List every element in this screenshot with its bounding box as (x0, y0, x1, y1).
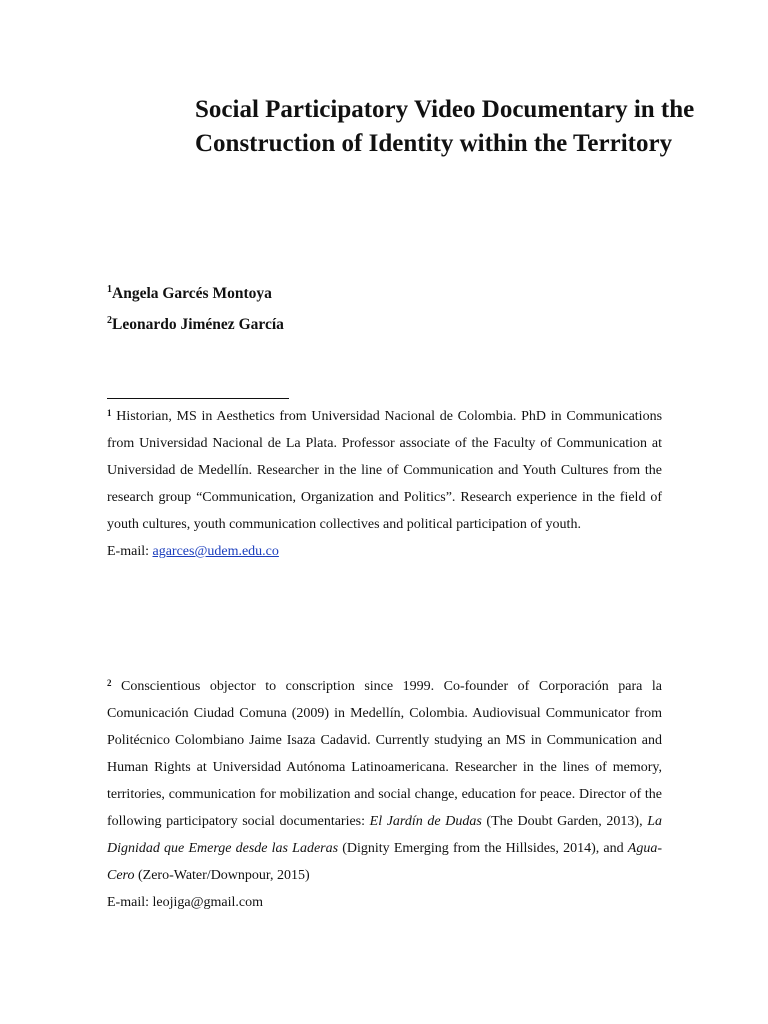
paper-title: Social Participatory Video Documentary in the Construction of Identity within the Territory (195, 96, 695, 157)
documentary-title-2: La Dignidad que Emerge desde las Laderas (107, 814, 662, 856)
footnote-2-text-4: (Zero-Water/Downpour, 2015) (134, 868, 310, 883)
footnote-separator (107, 398, 289, 399)
footnote-2-text-3: (Dignity Emerging from the Hillsides, 2014), and (338, 841, 628, 856)
author-2-name: Leonardo Jiménez García (112, 316, 284, 333)
author-1-mark: 1 (107, 284, 112, 295)
footnote-2-text-1: Conscientious objector to conscription since 1999. Co-founder of Corporación para la Comunicación Ciudad Comuna (2009) in Medellín, Colombia. Audiovisual Communicator from Politécnico Colombiano Jaime Isaza Cadavid. Currently studying an MS in Communication and Human Rights at Universidad Autónoma Latinoamericana. Researcher in the lines of memory, territories, communication for mobilization and social change, education for peace. Director of the following participatory social documentaries: (107, 679, 663, 829)
footnote-2 (107, 670, 662, 916)
footnote-1-text: Historian, MS in Aesthetics from Universidad Nacional de Colombia. PhD in Communications from Universidad Nacional de La Plata. Professor associate of the Faculty of Communication at Universidad de Medellín. Researcher in the line of Communication and Youth Cultures from the research group “Communication, Organization and Politics”. Research experience in the field of youth cultures, youth communication collectives and political participation of youth. (107, 409, 663, 532)
footnote-2-text-2: (The Doubt Garden, 2013), (481, 814, 648, 829)
author-2-mark: 2 (107, 315, 112, 326)
author-1-name: Angela Garcés Montoya (112, 285, 272, 302)
footnote-2-email: leojiga@gmail.com (152, 895, 263, 910)
footnote-1 (107, 400, 662, 565)
email-link-garces[interactable]: agarces@udem.edu.co (152, 544, 279, 559)
documentary-title-1: El Jardín de Dudas (369, 814, 482, 829)
author-2 (107, 315, 284, 334)
documentary-title-3: Agua-Cero (107, 841, 663, 883)
footnote-2-email-line (107, 889, 662, 916)
author-1 (107, 284, 272, 303)
footnote-1-email-line (107, 538, 662, 565)
footnote-1-mark: 1 (107, 408, 112, 418)
footnote-2-email-label: E-mail: (107, 895, 153, 910)
footnote-2-mark: 2 (107, 678, 112, 688)
footnote-1-email-label: E-mail: (107, 544, 153, 559)
